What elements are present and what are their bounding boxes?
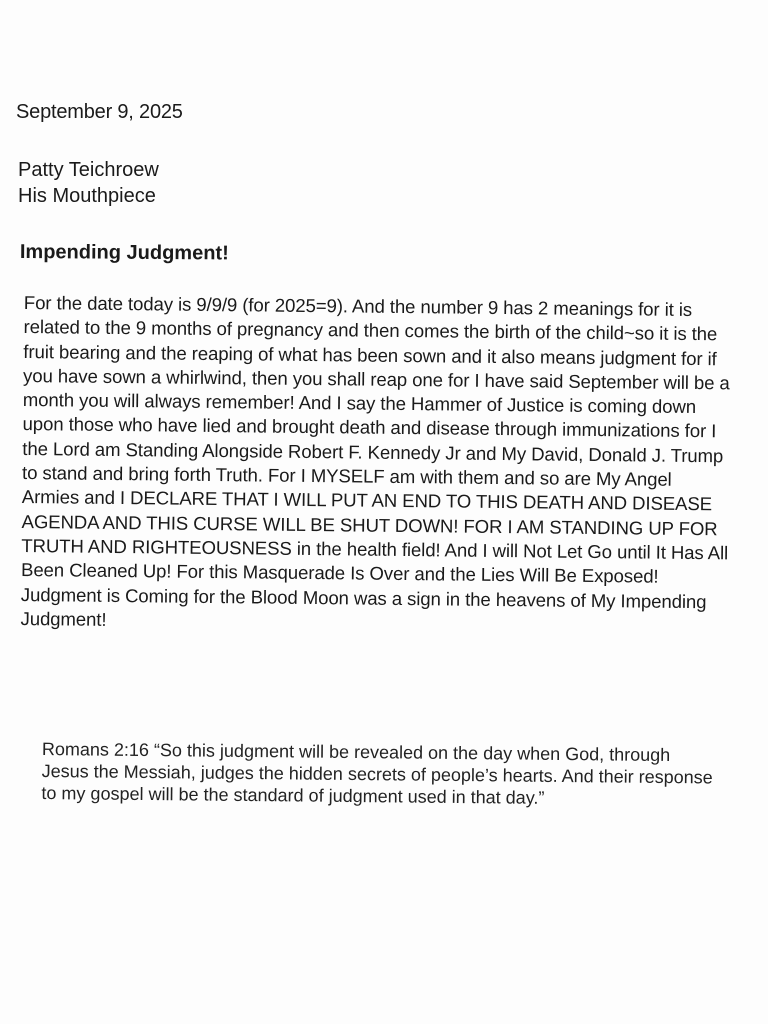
author-block xyxy=(18,157,159,209)
letter-body: For the date today is 9/9/9 (for 2025=9). And the number 9 has 2 meanings for it is related to the 9 months of pregnancy and then comes the birth of the child~so it is the fruit bearing and the reaping of what has been sown and it also means judgment for if you have sown a whirlwind, then you shall reap one for I have said September will be a month you will always remember! And I say the Hammer of Justice is coming down upon those who have lied and brought death and disease through immunizations for I the Lord am Standing Alongside Robert F. Kennedy Jr and My David, Donald J. Trump to stand and bring forth Truth. For I MYSELF am with them and so are My Angel Armies and I DECLARE THAT I WILL PUT AN END TO THIS DEATH AND DISEASE AGENDA AND THIS CURSE WILL BE SHUT DOWN! FOR I AM STANDING UP FOR TRUTH AND RIGHTEOUSNESS in the health field! And I will Not Let Go until It Has All Been Cleaned Up! For this Masquerade Is Over and the Lies Will Be Exposed! Judgment is Coming for the Blood Moon was a sign in the heavens of My Impending Judgment! xyxy=(20,291,730,630)
scripture-quote: Romans 2:16 “So this judgment will be revealed on the day when God, through Jesus the Messiah, judges the hidden secrets of people’s hearts. And their response to my gospel will be the standard of judgment used in that day.” xyxy=(41,739,713,808)
letter-title: Impending Judgment! xyxy=(19,240,229,265)
author-role: His Mouthpiece xyxy=(18,185,156,207)
letter-date: September 9, 2025 xyxy=(16,101,183,123)
author-name: Patty Teichroew xyxy=(18,159,159,181)
